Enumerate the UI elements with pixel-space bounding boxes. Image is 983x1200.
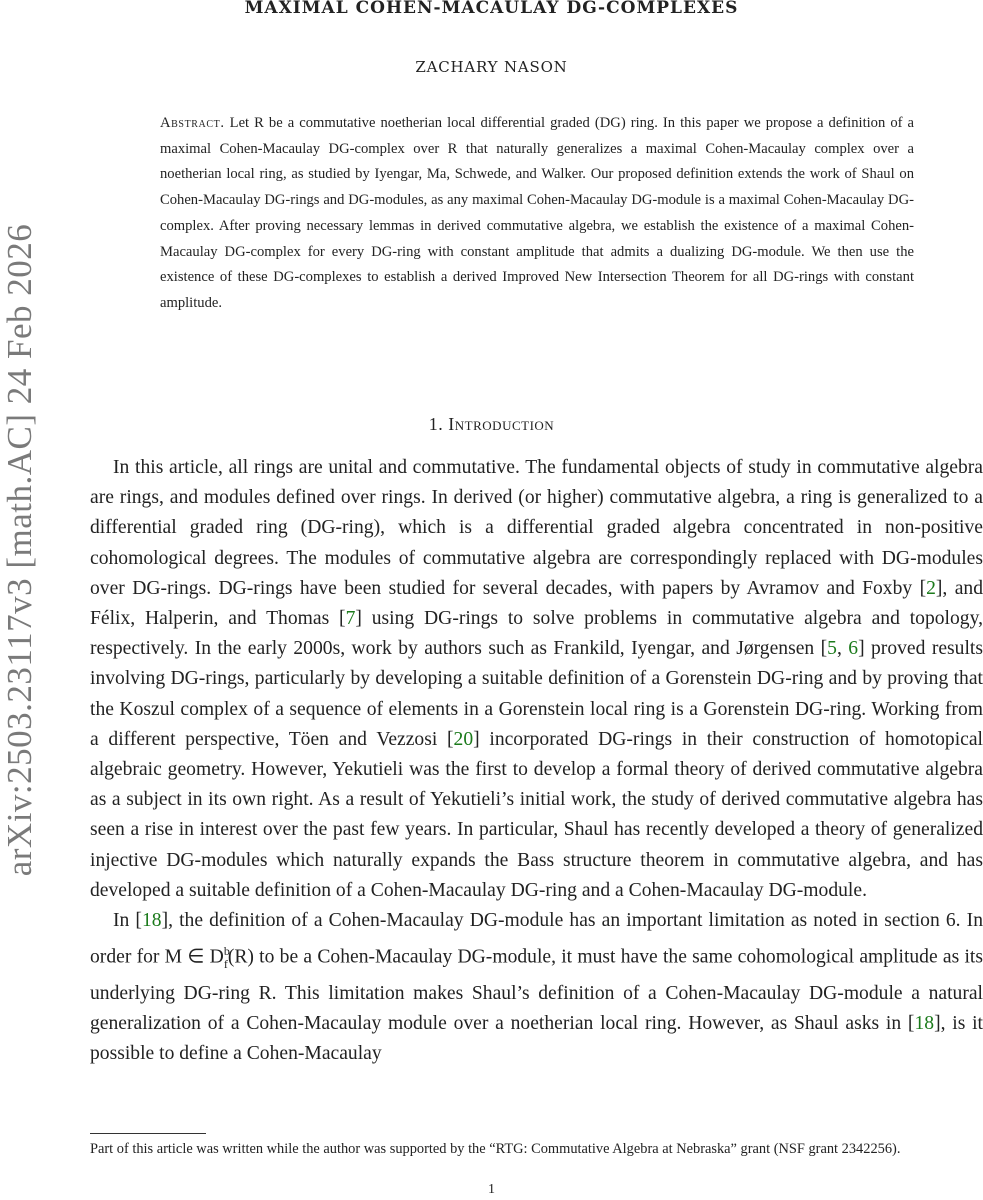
- section-heading: [0, 414, 983, 435]
- abstract-label: Abstract.: [160, 115, 225, 131]
- p1-text-4: ] proved results involving DG-rings, particularly by developing a suitable definition of a Gorenstein DG-ring and by proving that the Koszul complex of a sequence of elements in a Gorenstein local ring is a Gorenstein DG-ring. Working from a different perspective, Töen and Vezzosi [: [90, 638, 983, 750]
- math-superscript: b: [223, 944, 230, 959]
- citation-separator: ,: [836, 638, 849, 660]
- page-number: 1: [488, 1182, 495, 1197]
- p1-text-2: ], and Félix, Halperin, and Thomas [: [90, 577, 983, 630]
- footnote-rule: [90, 1133, 206, 1134]
- paragraph-1: [90, 453, 983, 906]
- abstract: [160, 111, 914, 317]
- citation-link[interactable]: 18: [914, 1013, 935, 1035]
- p1-text-3: ] using DG-rings to solve problems in commutative algebra and topology, respectively. In the early 2000s, work by authors such as Frankild, Iyengar, and Jørgensen [: [90, 608, 983, 660]
- p2-text-2: ], the definition of a Cohen-Macaulay DG-module has an important limitation as noted in section 6. In order for M ∈ D: [90, 910, 983, 968]
- citation-link[interactable]: 20: [453, 728, 474, 750]
- citation-link[interactable]: 6: [848, 638, 859, 660]
- section-number: 1.: [428, 414, 444, 434]
- paragraph-2: [90, 906, 983, 1069]
- p2-text-3: (R) to be a Cohen-Macaulay DG-module, it must have the same cohomological amplitude as its underlying DG-ring R. This limitation makes Shaul’s definition of a Cohen-Macaulay DG-module a natural generalization of a Cohen-Macaulay module over a noetherian local ring. However, as Shaul asks in [: [90, 946, 983, 1035]
- p1-text-5: ] incorporated DG-rings in their construction of homotopical algebraic geometry. However, Yekutieli was the first to develop a formal theory of derived commutative algebra as a subject in its own right. As a result of Yekutieli’s initial work, the study of derived commutative algebra has seen a rise in interest over the past few years. In particular, Shaul has recently developed a theory of generalized injective DG-modules which naturally expands the Bass structure theorem in commutative algebra, and has developed a suitable definition of a Cohen-Macaulay DG-ring and a Cohen-Macaulay DG-module.: [90, 728, 983, 901]
- citation-link[interactable]: 2: [926, 577, 936, 599]
- citation-link[interactable]: 7: [345, 608, 356, 630]
- arxiv-identifier: [0, 190, 40, 910]
- arxiv-identifier-text: arXiv:2503.23117v3 [math.AC] 24 Feb 2026: [0, 223, 39, 877]
- math-subscript: f: [223, 956, 228, 971]
- p2-text-4: ], is it possible to define a Cohen-Macaulay: [90, 1013, 983, 1065]
- p1-text-1: In this article, all rings are unital and commutative. The fundamental objects of study in commutative algebra are rings, and modules defined over rings. In derived (or higher) commutative algebra, a ring is generalized to a differential graded ring (DG-ring), which is a differential graded algebra concentrated in non-positive cohomological degrees. The modules of commutative algebra are correspondingly replaced with DG-modules over DG-rings. DG-rings have been studied for several decades, with papers by Avramov and Foxby [: [90, 457, 983, 599]
- author-name: ZACHARY NASON: [415, 58, 568, 76]
- abstract-text: Let R be a commutative noetherian local differential graded (DG) ring. In this paper we propose a definition of a maximal Cohen-Macaulay DG-complex over R that naturally generalizes a maximal Cohen-Macaulay complex over a noetherian local ring, as studied by Iyengar, Ma, Schwede, and Walker. Our proposed definition extends the work of Shaul on Cohen-Macaulay DG-rings and DG-modules, as any maximal Cohen-Macaulay DG-module is a maximal Cohen-Macaulay DG-complex. After proving necessary lemmas in derived commutative algebra, we establish the existence of a maximal Cohen-Macaulay DG-complex for every DG-ring with constant amplitude that admits a dualizing DG-module. We then use the existence of these DG-complexes to establish a derived Improved New Intersection Theorem for all DG-rings with constant amplitude.: [160, 115, 914, 311]
- citation-link[interactable]: 5: [827, 638, 837, 660]
- citation-link[interactable]: 18: [141, 910, 162, 932]
- body-text: [90, 453, 983, 1070]
- paper-title: MAXIMAL COHEN-MACAULAY DG-COMPLEXES: [244, 0, 739, 18]
- section-title: Introduction: [448, 414, 555, 434]
- p2-text-1: In [: [113, 910, 142, 932]
- footnote: Part of this article was written while the author was supported by the “RTG: Commutative Algebra at Nebraska” grant (NSF grant 2342256).: [90, 1141, 901, 1157]
